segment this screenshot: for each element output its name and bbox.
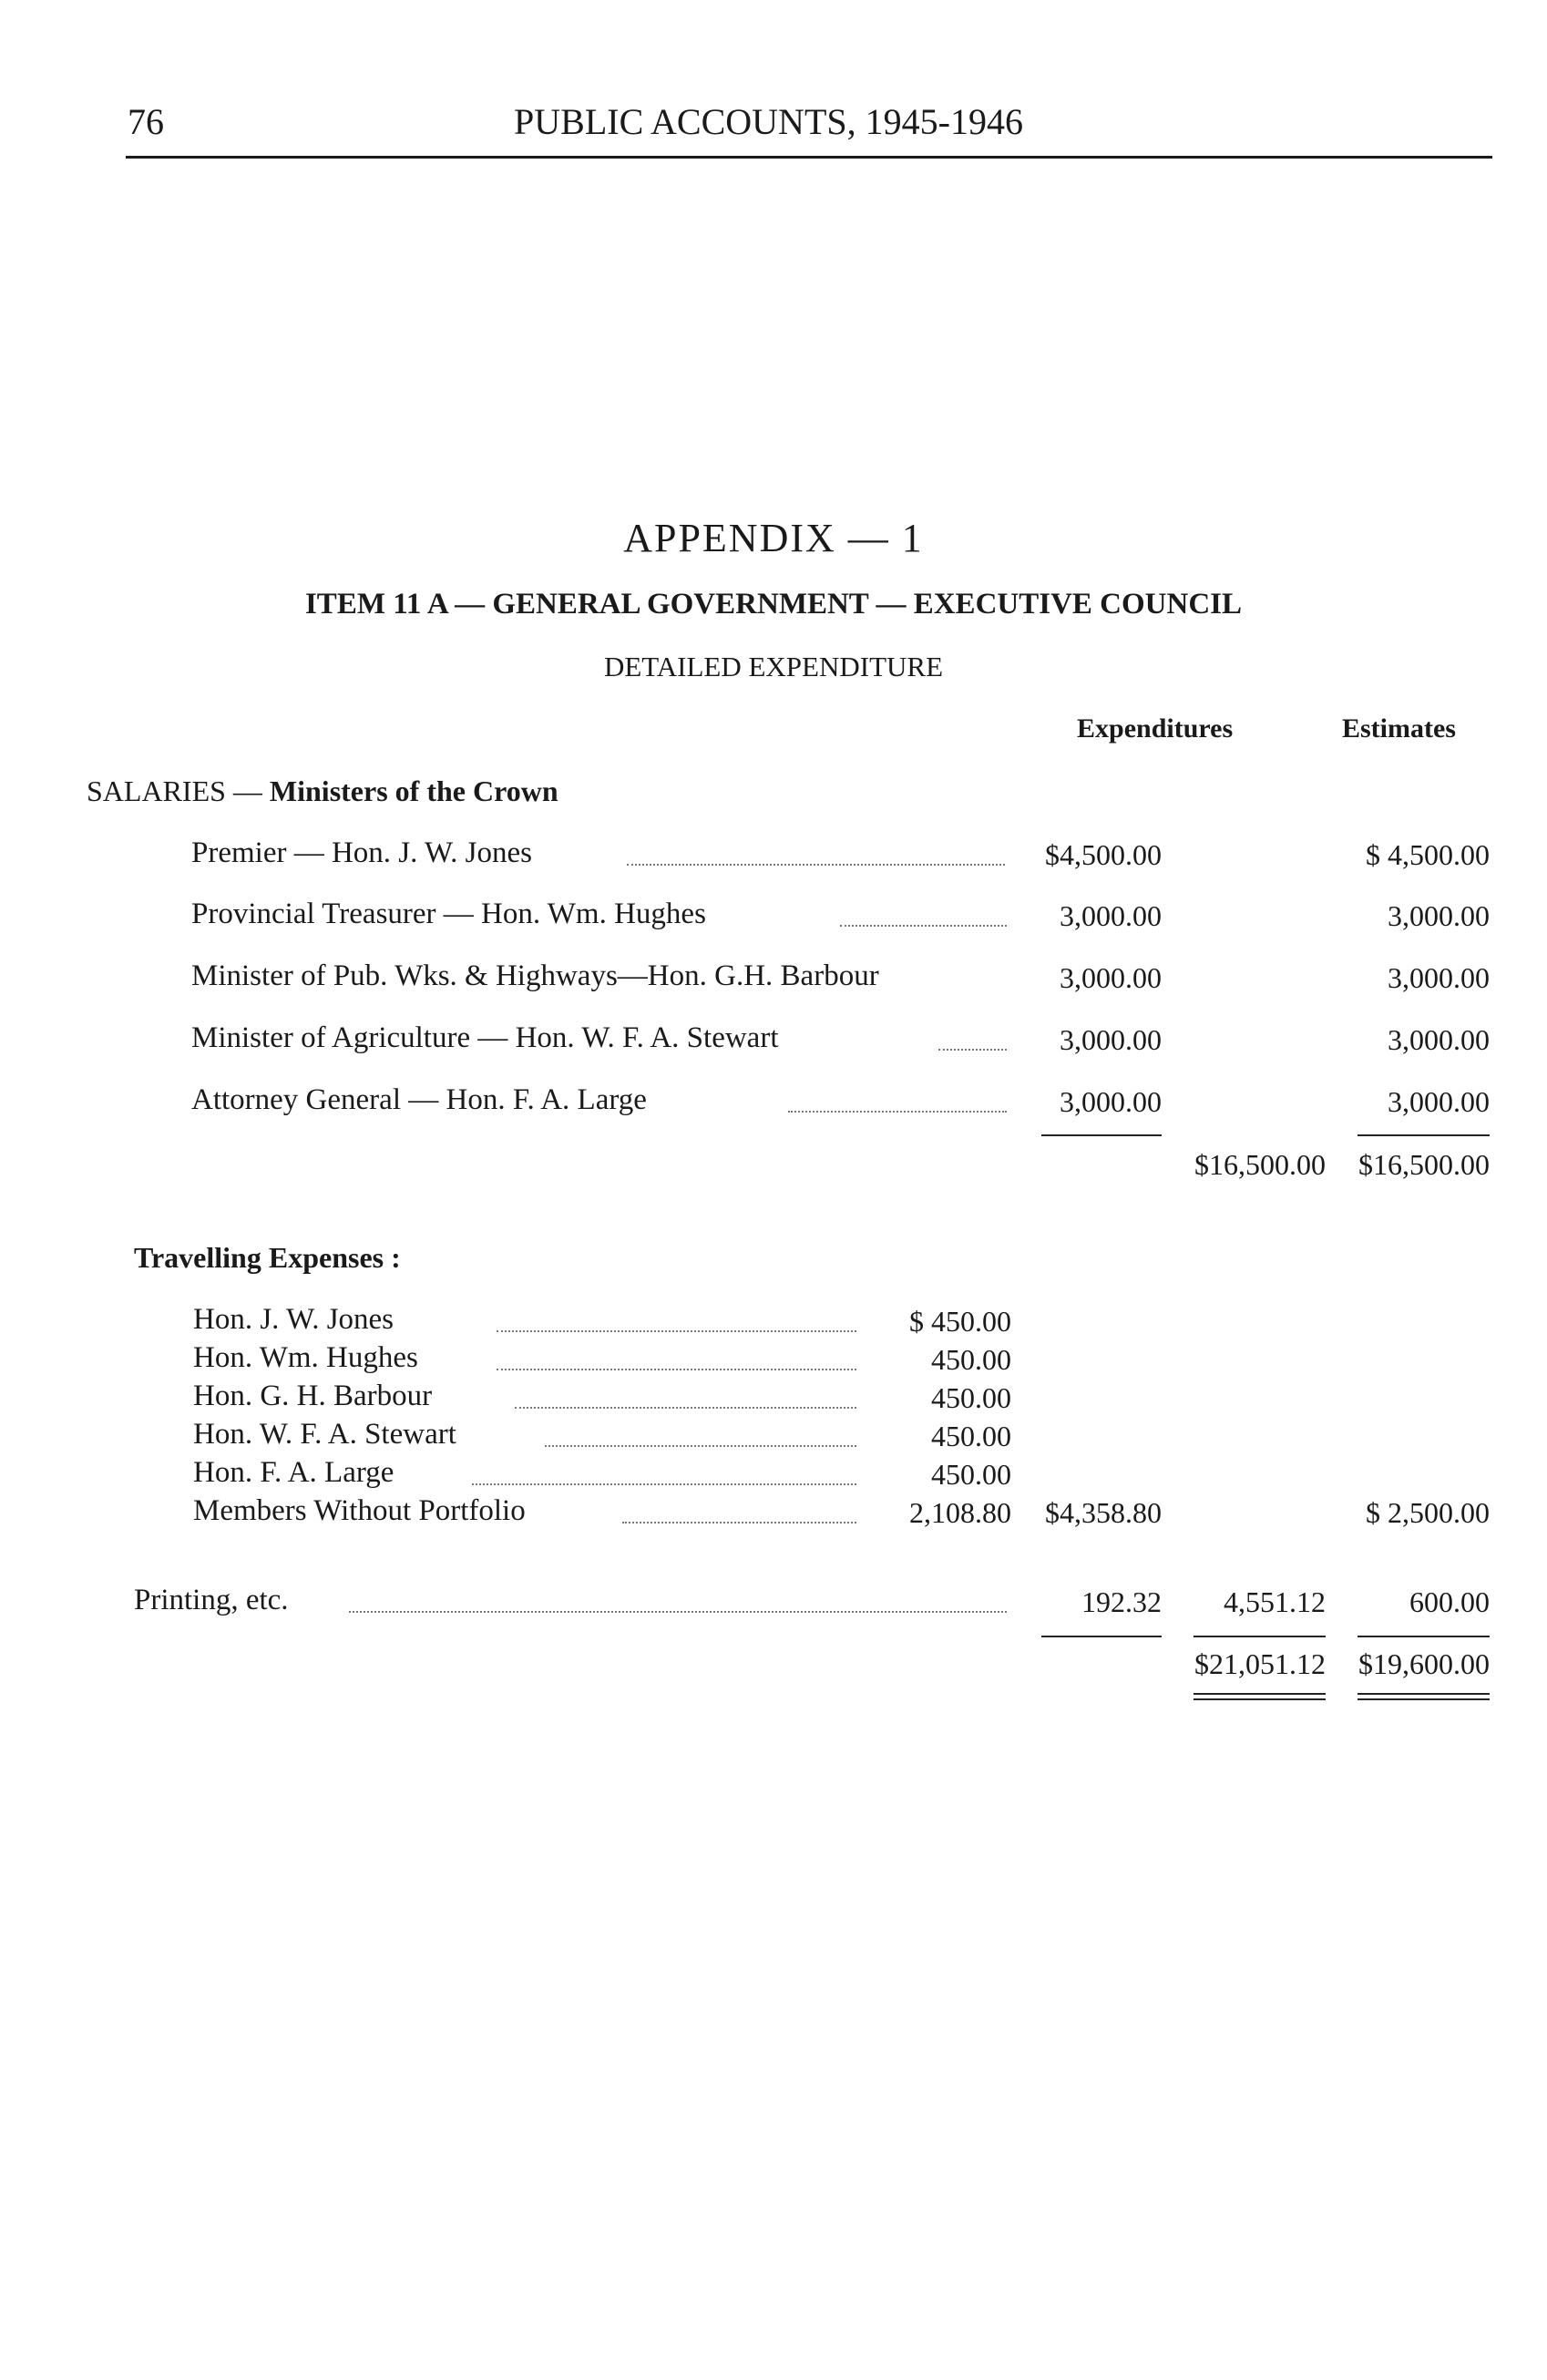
total-double-rule [1357, 1698, 1490, 1700]
travelling-row-amount: 450.00 [931, 1420, 1011, 1452]
salary-row-estimate: 3,000.00 [1388, 899, 1490, 932]
item-heading: ITEM 11 A — GENERAL GOVERNMENT — EXECUTIVE COUNCIL [304, 588, 1243, 621]
estimate-underline [1357, 1134, 1490, 1136]
expenditure-underline [1041, 1134, 1162, 1136]
total-double-rule [1194, 1698, 1326, 1700]
salaries-total-estimate: $16,500.00 [1358, 1148, 1490, 1181]
salary-row-estimate: $ 4,500.00 [1366, 838, 1490, 871]
appendix-title: APPENDIX — 1 [623, 516, 924, 560]
travelling-row-label: Hon. Wm. Hughes [193, 1341, 418, 1374]
leader-dots [515, 1407, 856, 1409]
salary-row-estimate: 3,000.00 [1388, 1085, 1490, 1118]
estimate-underline [1357, 1636, 1490, 1637]
salary-row-label: Minister of Pub. Wks. & Highways—Hon. G.H. Barbour [191, 959, 879, 992]
salary-row-expenditure: $4,500.00 [1045, 838, 1162, 871]
printing-amount: 192.32 [1081, 1585, 1162, 1618]
leader-dots [472, 1483, 856, 1485]
leader-dots [497, 1330, 856, 1332]
running-title: PUBLIC ACCOUNTS, 1945-1946 [514, 101, 1023, 142]
salary-row-expenditure: 3,000.00 [1060, 961, 1162, 994]
travelling-subtotal: $4,358.80 [1045, 1496, 1162, 1529]
leader-dots [840, 925, 1007, 927]
salary-row-expenditure: 3,000.00 [1060, 899, 1162, 932]
detailed-expenditure-subtitle: DETAILED EXPENDITURE [603, 651, 944, 682]
header-rule [126, 156, 1492, 159]
travelling-row-label: Hon. J. W. Jones [193, 1303, 394, 1336]
leader-dots [545, 1445, 856, 1447]
grand-total-estimate: $19,600.00 [1358, 1647, 1490, 1680]
travelling-heading: Travelling Expenses : [134, 1241, 401, 1274]
leader-dots [622, 1522, 856, 1523]
leader-dots [788, 1111, 1007, 1113]
travelling-row-label: Hon. G. H. Barbour [193, 1380, 433, 1412]
salaries-heading [87, 775, 558, 808]
salaries-heading-rest: Ministers of the Crown [269, 775, 558, 807]
salary-row-estimate: 3,000.00 [1388, 1023, 1490, 1056]
column-header-estimates: Estimates [1342, 713, 1456, 744]
travelling-row-amount: 450.00 [931, 1381, 1011, 1414]
salary-row-label: Attorney General — Hon. F. A. Large [191, 1083, 647, 1116]
travelling-row-label: Hon. F. A. Large [193, 1456, 394, 1489]
printing-subtotal: 4,551.12 [1224, 1585, 1326, 1618]
leader-dots [497, 1369, 856, 1370]
printing-estimate: 600.00 [1409, 1585, 1490, 1618]
leader-dots [938, 1049, 1007, 1051]
travelling-row-amount: $ 450.00 [909, 1305, 1011, 1338]
travelling-estimate: $ 2,500.00 [1366, 1496, 1490, 1529]
column-header-expenditures: Expenditures [1077, 713, 1234, 744]
printing-label: Printing, etc. [134, 1584, 289, 1616]
leader-dots [627, 864, 1005, 866]
salary-row-label: Minister of Agriculture — Hon. W. F. A. Stewart [191, 1021, 779, 1054]
total-double-rule [1194, 1693, 1326, 1695]
travelling-row-amount: 450.00 [931, 1343, 1011, 1376]
salary-row-expenditure: 3,000.00 [1060, 1085, 1162, 1118]
expenditure-underline [1041, 1636, 1162, 1637]
subtotal-underline [1194, 1636, 1326, 1637]
leader-dots [349, 1611, 1007, 1613]
travelling-row-label: Hon. W. F. A. Stewart [193, 1418, 456, 1451]
travelling-row-label: Members Without Portfolio [193, 1494, 526, 1527]
salary-row-label: Premier — Hon. J. W. Jones [191, 836, 532, 869]
travelling-row-amount: 450.00 [931, 1458, 1011, 1491]
salaries-total-expenditure: $16,500.00 [1194, 1148, 1326, 1181]
salaries-heading-prefix: SALARIES — [87, 775, 262, 807]
salary-row-estimate: 3,000.00 [1388, 961, 1490, 994]
page-number: 76 [128, 101, 164, 142]
travelling-row-amount: 2,108.80 [909, 1496, 1011, 1529]
salary-row-expenditure: 3,000.00 [1060, 1023, 1162, 1056]
grand-total-expenditure: $21,051.12 [1194, 1647, 1326, 1680]
total-double-rule [1357, 1693, 1490, 1695]
salary-row-label: Provincial Treasurer — Hon. Wm. Hughes [191, 898, 706, 930]
